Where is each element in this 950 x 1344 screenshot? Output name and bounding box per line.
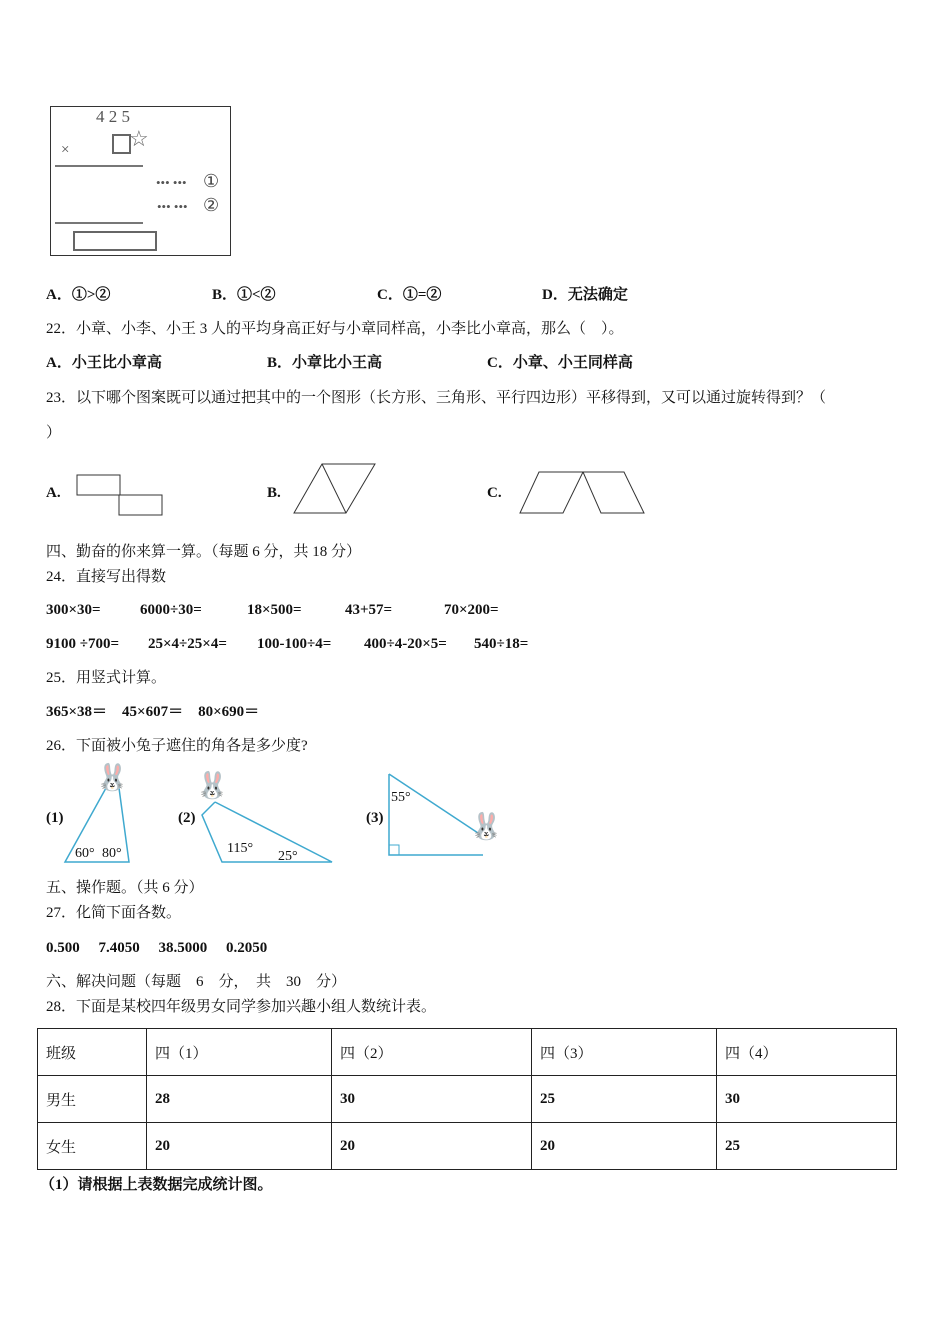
table-header: 四（1） xyxy=(147,1029,332,1076)
q25-title: 25．用竖式计算。 xyxy=(46,670,167,686)
table-cell: 30 xyxy=(332,1076,532,1123)
q24-item: 540÷18= xyxy=(474,636,529,652)
multiplicand: 4 2 5 xyxy=(96,107,130,126)
q24-title: 24．直接写出得数 xyxy=(46,569,167,585)
q27-title: 27．化简下面各数。 xyxy=(46,905,182,921)
figure-3-label: (3) xyxy=(366,810,384,826)
q23-option-b[interactable]: B. xyxy=(267,485,281,501)
q22-option-a[interactable]: A．小王比小章高 xyxy=(46,355,162,371)
interest-group-table xyxy=(37,1028,897,1170)
row-label: 男生 xyxy=(38,1076,147,1123)
marker-1: ① xyxy=(203,171,220,191)
angle-label: 55° xyxy=(391,790,411,805)
triangle-2 xyxy=(200,800,335,865)
q21-option-c[interactable]: C．①=② xyxy=(377,287,442,303)
q25-items: 365×38＝ 45×607＝ 80×690＝ xyxy=(46,704,260,720)
table-header-row xyxy=(38,1029,897,1076)
q28-title: 28．下面是某校四年级男女同学参加兴趣小组人数统计表。 xyxy=(46,999,437,1015)
q24-item: 300×30= xyxy=(46,602,101,618)
times-sign: × xyxy=(61,142,70,158)
q28-sub1: （1）请根据上表数据完成统计图。 xyxy=(40,1177,273,1193)
triangles-pattern xyxy=(293,463,378,518)
figure-2-label: (2) xyxy=(178,810,196,826)
marker-2: ② xyxy=(203,195,220,215)
figure-1-label: (1) xyxy=(46,810,64,826)
rabbit-icon: 🐰 xyxy=(96,763,129,792)
angle-label: 60° xyxy=(75,846,95,861)
row-label: 女生 xyxy=(38,1123,147,1170)
table-cell: 20 xyxy=(147,1123,332,1170)
section-4-heading: 四、勤奋的你来算一算。（每题 6 分，共 18 分） xyxy=(46,544,362,560)
table-header: 班级 xyxy=(38,1029,147,1076)
q26-title: 26．下面被小兔子遮住的角各是多少度? xyxy=(46,738,308,754)
q24-item: 100-100÷4= xyxy=(257,636,332,652)
result-box xyxy=(73,231,157,251)
q22-option-c[interactable]: C．小章、小王同样高 xyxy=(487,355,633,371)
angle-label: 115° xyxy=(227,841,254,856)
rabbit-icon: 🐰 xyxy=(196,771,229,800)
table-cell: 28 xyxy=(147,1076,332,1123)
q21-option-a[interactable]: A．①>② xyxy=(46,287,111,303)
divider-line xyxy=(55,222,143,224)
section-5-heading: 五、操作题。（共 6 分） xyxy=(46,880,204,896)
q24-item: 9100 ÷700= xyxy=(46,636,120,652)
q23-option-c[interactable]: C. xyxy=(487,485,502,501)
q21-option-d[interactable]: D．无法确定 xyxy=(542,287,628,303)
table-cell: 20 xyxy=(532,1123,717,1170)
parallelograms-pattern xyxy=(519,471,649,517)
table-row xyxy=(38,1123,897,1170)
table-header: 四（2） xyxy=(332,1029,532,1076)
q23-option-a[interactable]: A. xyxy=(46,485,61,501)
star-icon: ☆ xyxy=(129,126,149,151)
multiplication-figure xyxy=(50,106,231,256)
q24-item: 400÷4-20×5= xyxy=(364,636,447,652)
rectangles-pattern xyxy=(76,474,166,519)
q23-question: 23．以下哪个图案既可以通过把其中的一个图形（长方形、三角形、平行四边形）平移得到，又可以通过旋转得到？（ xyxy=(46,390,827,406)
divider-line xyxy=(55,165,143,167)
q24-item: 18×500= xyxy=(247,602,302,618)
partial-product-1: ••• ••• xyxy=(156,175,187,190)
q24-item: 43+57= xyxy=(345,602,393,618)
angle-label: 25° xyxy=(278,849,298,864)
q24-item: 25×4÷25×4= xyxy=(148,636,227,652)
q24-item: 70×200= xyxy=(444,602,499,618)
q27-items: 0.500 7.4050 38.5000 0.2050 xyxy=(46,940,268,956)
q22-question: 22．小章、小李、小王 3 人的平均身高正好与小章同样高，小李比小章高，那么（ ）。 xyxy=(46,321,624,337)
table-cell: 25 xyxy=(717,1123,897,1170)
table-row xyxy=(38,1076,897,1123)
angle-label: 80° xyxy=(102,846,122,861)
q24-item: 6000÷30= xyxy=(140,602,202,618)
table-header: 四（4） xyxy=(717,1029,897,1076)
table-cell: 20 xyxy=(332,1123,532,1170)
partial-product-2: ••• ••• xyxy=(157,199,188,214)
table-cell: 30 xyxy=(717,1076,897,1123)
section-6-heading: 六、解决问题（每题 6 分， 共 30 分） xyxy=(46,974,347,990)
table-header: 四（3） xyxy=(532,1029,717,1076)
q22-option-b[interactable]: B．小章比小王高 xyxy=(267,355,383,371)
table-cell: 25 xyxy=(532,1076,717,1123)
q21-option-b[interactable]: B．①<② xyxy=(212,287,276,303)
rabbit-icon: 🐰 xyxy=(470,812,503,841)
q23-question-end: ） xyxy=(46,425,62,441)
